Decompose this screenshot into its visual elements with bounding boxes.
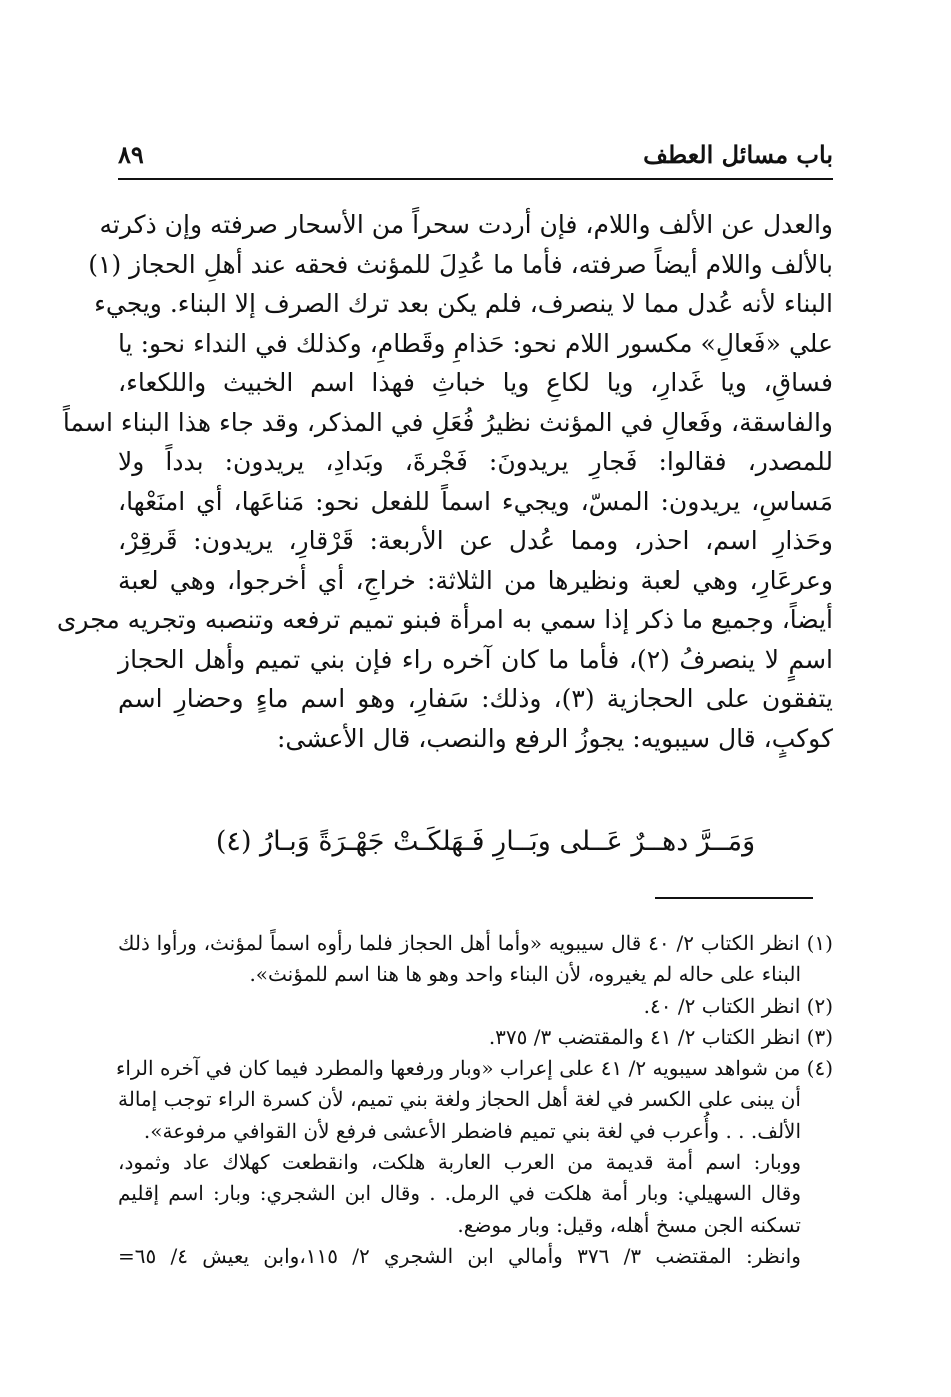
footnote-line: تسكنه الجن مسخ أهله، وقيل: وبار موضع. [457, 1212, 801, 1237]
text-line: للمصدر، فقالوا: فَجارِ يريدونَ: فَجْرةَ، وبَدادِ، يريدون: بدداً ولا [118, 447, 833, 476]
footnote-separator [655, 897, 813, 899]
footnote-line: وقال السهيلي: وبار أمة هلكت في الرمل. . وقال ابن الشجري: وبار: اسم إقليم [118, 1181, 801, 1206]
main-text [56, 205, 833, 758]
footnote-line: (١) انظر الكتاب ٢/ ٤٠ قال سيبويه «وأما أهل الحجاز فلما رأوه اسماً لمؤنث، ورأوا ذلك [118, 931, 833, 955]
page-number: ٨٩ [118, 140, 144, 169]
footnote-line: البناء على حاله لم يغيروه، لأن البناء واحد وهو ها هنا اسم للمؤنث». [249, 962, 801, 987]
text-line: مَساسِ، يريدون: المسّ، ويجيء اسماً للفعل نحو: مَناعَها، أي امنَعْها، [118, 486, 833, 516]
footnote-line: ووبار: اسم أمة قديمة من العرب العاربة هلكت، وانقطعت كهلاك عاد وثمود، [118, 1150, 801, 1175]
text-line: أيضاً، وجميع ما ذكر إذا سمي به امرأة فبنو تميم ترفعه وتنصبه وتجريه مجرى [56, 605, 833, 634]
page-header [118, 138, 833, 180]
text-line: كوكبٍ، قال سيبويه: يجوزُ الرفع والنصب، قال الأعشى: [276, 723, 833, 753]
text-line: بالألف واللام أيضاً صرفته، فأما ما عُدِلَ للمؤنث فحقه عند أهلِ الحجاز (١) [88, 249, 833, 279]
text-line: وعرعَارِ، وهي لعبة ونظيرها من الثلاثة: خراجِ، أي أخرجوا، وهي لعبة [118, 565, 833, 595]
footnote-line: (٢) انظر الكتاب ٢/ ٤٠. [643, 993, 833, 1018]
text-line: يتفقون على الحجازية (٣)، وذلك: سَفارِ، وهو اسم ماءٍ وحضارِ اسم [118, 684, 833, 713]
footnotes [115, 928, 833, 1272]
footnote-line: وانظر: المقتضب ٣/ ٣٧٦ وأمالي ابن الشجري ٢/ ١١٥،وابن يعيش ٤/ ٦٥= [118, 1243, 801, 1268]
footnote-line: (٤) من شواهد سيبويه ٢/ ٤١ على إعراب «وبار ورفعها والمطرد فيما كان في آخره الراء [115, 1056, 833, 1081]
text-line: البناء لأنه عُدل مما لا ينصرف، فلم يكن بعد ترك الصرف إلا البناء. ويجيء [94, 289, 833, 318]
text-line: وحَذارِ اسم، احذر، ومما عُدل عن الأربعة: قَرْقارِ، يريدون: قَرقِرْ، [118, 526, 833, 555]
text-line: علي «فَعالِ» مكسور اللام نحو: حَذامِ وقَطامِ، وكذلك في النداء نحو: يا [118, 328, 833, 358]
text-line: والفاسقة، وفَعالِ في المؤنث نظيرُ فُعَلِ في المذكر، وقد جاء هذا البناء اسماً [62, 407, 833, 437]
text-line: اسمٍ لا ينصرفُ (٢)، فأما ما كان آخره راء فإن بني تميم وأهل الحجاز [118, 644, 833, 674]
running-head: باب مسائل العطف [643, 140, 833, 169]
text-line: فساقِ، ويا غَدارِ، ويا لكاعِ ويا خباثِ فهذا اسم الخبيث واللكعاء، [118, 368, 833, 397]
footnote-line: الألف. . . وأُعرب في لغة بني تميم فاضطر الأعشى فرفع لأن القوافي مرفوعة». [143, 1118, 801, 1143]
text-line: والعدل عن الألف واللام، فإن أردت سحراً من الأسحار صرفته وإن ذكرته [99, 210, 833, 239]
footnote-line: (٣) انظر الكتاب ٢/ ٤١ والمقتضب ٣/ ٣٧٥. [488, 1024, 833, 1049]
poetry-verse: وَمَــرَّ دهــرٌ عَــلى وبَــارِ فَـهَلكَـتْ جَهْـرَةً وَبـارُ (٤) [215, 826, 756, 857]
footnote-line: أن يبنى على الكسر في لغة أهل الحجاز ولغة بني تميم، لأن كسرة الراء توجب إمالة [118, 1087, 801, 1112]
